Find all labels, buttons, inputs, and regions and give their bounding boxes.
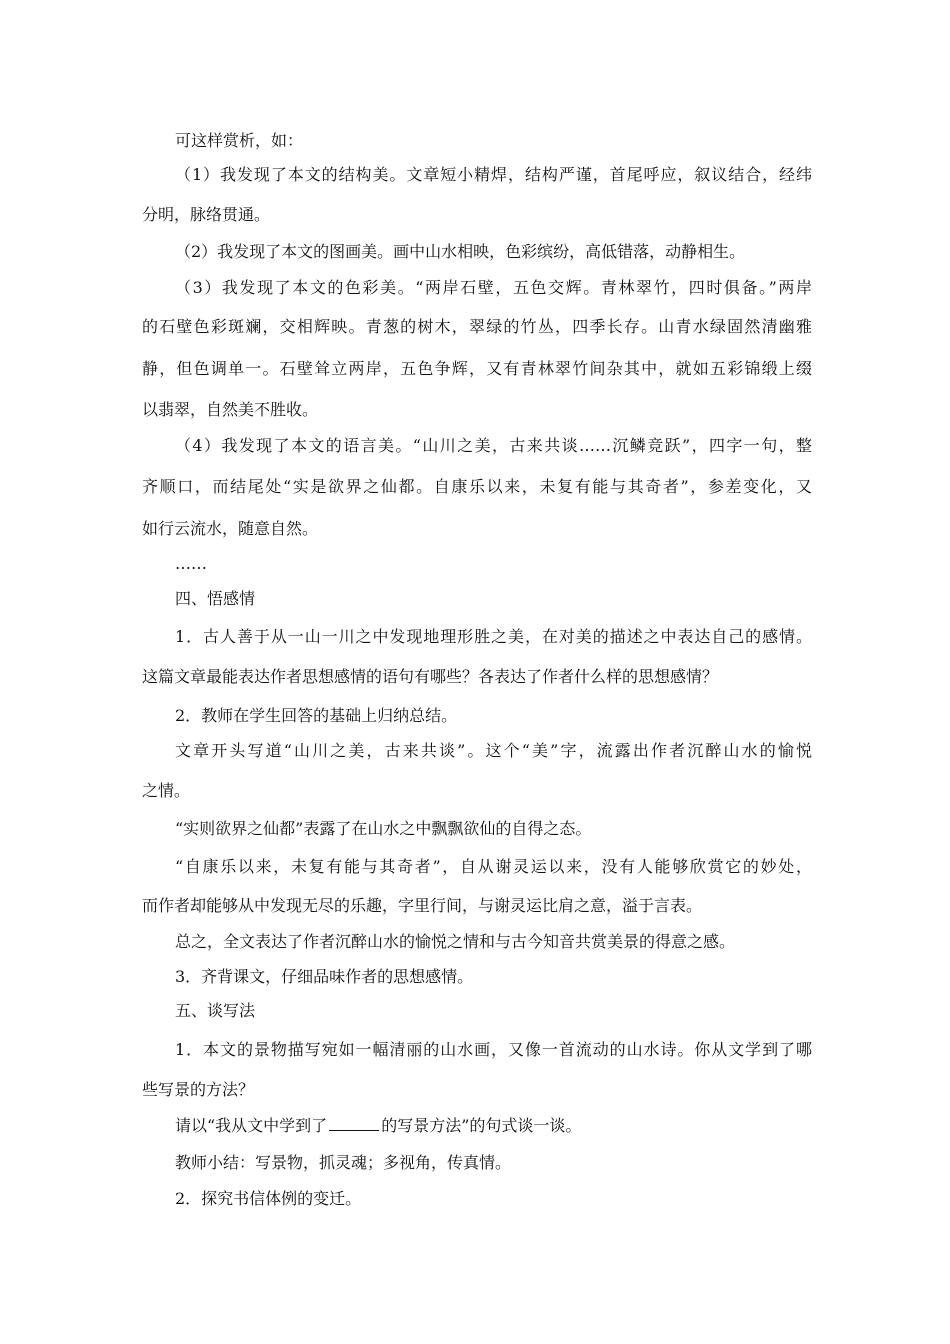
text-line: 些写景的方法？	[142, 1080, 255, 1099]
text-line: 静，但色调单一。石壁耸立两岸，五色争辉，又有青林翠竹间杂其中，就如五彩锦缎上缀	[142, 359, 812, 378]
text-line: 文章开头写道“山川之美，古来共谈”。这个“美”字，流露出作者沉醉山水的愉悦	[175, 741, 812, 760]
text-line: （1）我发现了本文的结构美。文章短小精焊，结构严谨，首尾呼应，叙议结合，经纬	[175, 165, 812, 184]
text-line: 2．探究书信体例的变迁。	[175, 1189, 362, 1208]
text-line: 可这样赏析，如：	[175, 131, 304, 150]
text-line: “自康乐以来，未复有能与其奇者”，自从谢灵运以来，没有人能够欣赏它的妙处，	[175, 857, 812, 876]
text-line: 1．古人善于从一山一川之中发现地理形胜之美，在对美的描述之中表达自己的感情。	[175, 627, 812, 646]
text-line: （3）我发现了本文的色彩美。“两岸石壁，五色交辉。青林翠竹，四时俱备。”两岸	[175, 278, 812, 297]
text-line: 教师小结：写景物，抓灵魂；多视角，传真情。	[175, 1153, 512, 1172]
text-line: 2．教师在学生回答的基础上归纳总结。	[175, 706, 458, 725]
text-line: 1．本文的景物描写宛如一幅清丽的山水画，又像一首流动的山水诗。你从文学到了哪	[175, 1040, 812, 1059]
prompt-text-before: 请以“我从文中学到了	[175, 1116, 328, 1135]
prompt-text-after: 的写景方法”的句式谈一谈。	[381, 1116, 582, 1135]
text-line: ……	[175, 554, 207, 573]
text-line: 的石壁色彩斑斓，交相辉映。青葱的树木，翠绿的竹丛，四季长存。山青水绿固然清幽雅	[142, 317, 812, 336]
answer-blank	[329, 1116, 379, 1131]
text-line: 之情。	[142, 781, 191, 800]
section-heading: 四、悟感情	[175, 589, 256, 608]
text-line: 这篇文章最能表达作者思想感情的语句有哪些？各表达了作者什么样的思想感情？	[142, 667, 719, 686]
fill-in-prompt	[175, 1115, 812, 1137]
text-line: 以翡翠，自然美不胜收。	[142, 400, 319, 419]
section-heading: 五、谈写法	[175, 1001, 256, 1020]
text-line: （4）我发现了本文的语言美。“山川之美，古来共谈……沉鳞竞跃”，四字一句，整	[175, 436, 812, 455]
text-line: 分明，脉络贯通。	[142, 205, 271, 224]
text-line: 总之，全文表达了作者沉醉山水的愉悦之情和与古今知音共赏美景的得意之感。	[175, 932, 736, 951]
text-line: 如行云流水，随意自然。	[142, 519, 319, 538]
text-line: “实则欲界之仙都”表露了在山水之中飘飘欲仙的自得之态。	[175, 819, 592, 838]
text-line: 3．齐背课文，仔细品味作者的思想感情。	[175, 967, 474, 986]
text-line: 齐顺口，而结尾处“实是欲界之仙都。自康乐以来，未复有能与其奇者”，参差变化，又	[142, 477, 812, 496]
text-line: （2）我发现了本文的图画美。画中山水相映，色彩缤纷，高低错落，动静相生。	[175, 242, 746, 261]
text-line: 而作者却能够从中发现无尽的乐趣，字里行间，与谢灵运比肩之意，溢于言表。	[142, 896, 703, 915]
